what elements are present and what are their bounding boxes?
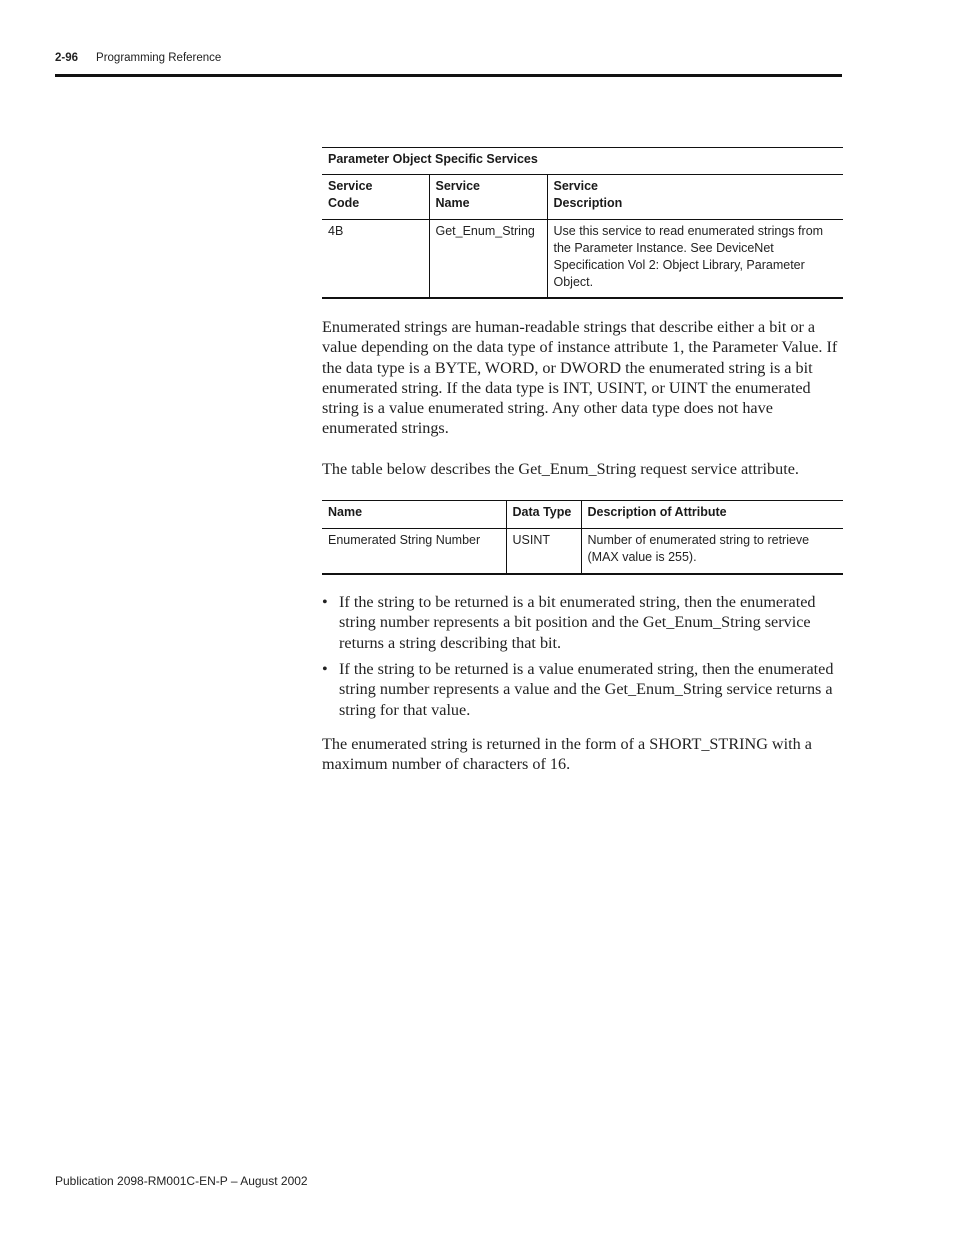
bullet-glyph: • — [322, 659, 328, 678]
paragraph-short-string: The enumerated string is returned in the form of a SHORT_STRING with a maximum number of characters of 16. — [322, 734, 812, 774]
column-header-description: Description of Attribute — [581, 501, 843, 529]
attribute-description-cell: Number of enumerated string to retrieve (MAX value is 255). — [581, 529, 843, 575]
paragraph-enumerated-strings: Enumerated strings are human-readable strings that describe either a bit or a value depending on the data type of instance attribute 1, the Parameter Value. If the data type is a BYTE, WORD, or DWORD the enumerated string is a bit enumerated string. If the data type is INT, USINT, or UINT the enumerated string is a value enumerated string. Any other data type does not have enumerated strings. — [322, 318, 838, 438]
list-item — [322, 659, 843, 720]
attribute-name-cell: Enumerated String Number — [328, 533, 481, 548]
attribute-data-type-cell: USINT — [506, 529, 581, 575]
attribute-table — [322, 500, 843, 575]
service-code-cell: 4B — [328, 224, 344, 238]
column-header-service-code: Service Code — [322, 175, 429, 220]
column-header-service-description: Service Description — [547, 175, 843, 220]
service-name-cell: Get_Enum_String — [429, 220, 547, 299]
page-header — [55, 52, 221, 64]
bullet-glyph: • — [322, 593, 328, 612]
services-table-caption: Parameter Object Specific Services — [322, 148, 843, 175]
column-header-name: Name — [322, 501, 506, 529]
page-number: 2-96 — [55, 52, 79, 64]
list-item-text: If the string to be returned is a value enumerated string, then the enumerated string number represents a value and the Get_Enum_String service returns a string for that value. — [339, 659, 834, 719]
service-description-cell: Use this service to read enumerated strings from the Parameter Instance. See DeviceNet Specification Vol 2: Object Library, Parameter Object. — [547, 220, 843, 299]
bullet-list — [322, 592, 843, 720]
page-content — [322, 147, 843, 774]
paragraph-table-intro: The table below describes the Get_Enum_String request service attribute. — [322, 459, 799, 478]
page-footer: Publication 2098-RM001C-EN-P – August 2002 — [55, 1174, 308, 1188]
column-header-data-type: Data Type — [506, 501, 581, 529]
list-item — [322, 592, 843, 653]
header-rule — [55, 74, 842, 77]
list-item-text: If the string to be returned is a bit enumerated string, then the enumerated string number represents a bit position and the Get_Enum_String service returns a string describing that bit. — [339, 593, 816, 652]
table-row — [322, 220, 843, 299]
services-table — [322, 147, 843, 299]
table-row — [322, 529, 843, 575]
section-title: Programming Reference — [96, 52, 222, 64]
column-header-service-name: Service Name — [429, 175, 547, 220]
